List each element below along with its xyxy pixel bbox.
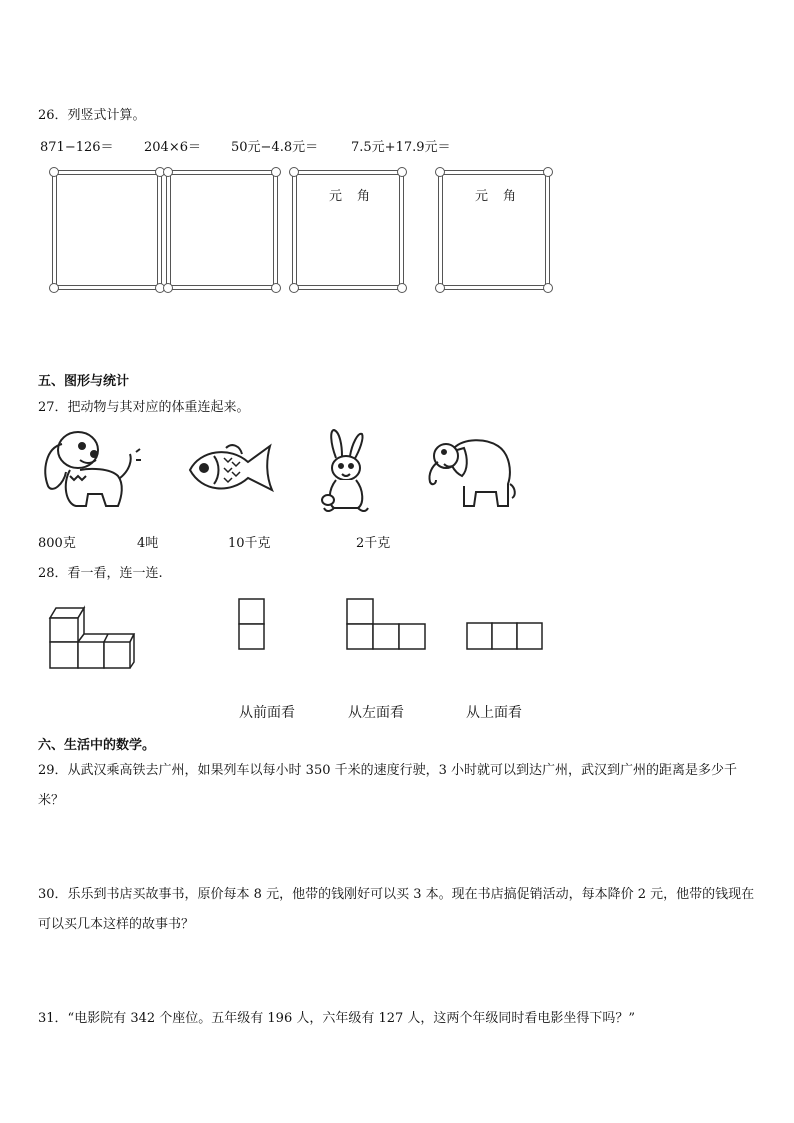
question-31-text: 31．“电影院有 342 个座位。五年级有 196 人，六年级有 127 人，这两个年级同时看电影坐得下吗？” bbox=[38, 1011, 636, 1026]
view-label-top[interactable]: 从上面看 bbox=[466, 705, 522, 721]
rabbit-icon bbox=[322, 430, 368, 511]
weight-label-1[interactable]: 800克 bbox=[38, 536, 76, 551]
section-5-title: 五、图形与统计 bbox=[38, 374, 130, 389]
dog-icon bbox=[45, 432, 141, 506]
question-29-text: 29．从武汉乘高铁去广州，如果列车以每小时 350 千米的速度行驶，3 小时就可以到达广州，武汉到广州的距离是多少千米？ bbox=[38, 763, 738, 808]
section-6-title: 六、生活中的数学。 bbox=[38, 738, 156, 753]
answer-box-1[interactable] bbox=[52, 170, 162, 290]
question-30-text: 30．乐乐到书店买故事书，原价每本 8 元，他带的钱刚好可以买 3 本。现在书店搞促销活动，每本降价 2 元，他带的钱现在可以买几本这样的故事书？ bbox=[38, 887, 755, 932]
cube-stack-icon bbox=[50, 608, 134, 668]
answer-box-2[interactable] bbox=[166, 170, 278, 290]
elephant-icon bbox=[429, 440, 514, 506]
unit-jiao: 角 bbox=[503, 189, 517, 204]
answer-box-4[interactable] bbox=[438, 170, 550, 290]
cube-stack-illustration bbox=[46, 604, 138, 672]
fish-icon bbox=[190, 445, 272, 490]
expression-2: 204×6＝ bbox=[144, 140, 201, 155]
view-shape-b[interactable] bbox=[346, 598, 428, 652]
question-28-title: 28．看一看，连一连. bbox=[38, 566, 163, 581]
question-27-title: 27．把动物与其对应的体重连起来。 bbox=[38, 400, 250, 415]
view-shape-c[interactable] bbox=[466, 622, 546, 652]
unit-yuan: 元 bbox=[329, 189, 343, 204]
unit-yuan: 元 bbox=[475, 189, 489, 204]
rabbit-illustration[interactable] bbox=[318, 428, 374, 514]
dog-illustration[interactable] bbox=[40, 424, 144, 514]
answer-box-3[interactable] bbox=[292, 170, 404, 290]
weight-label-2[interactable]: 4吨 bbox=[137, 536, 159, 551]
weight-label-4[interactable]: 2千克 bbox=[356, 536, 391, 551]
view-shape-a[interactable] bbox=[238, 598, 266, 652]
expression-4: 7.5元+17.9元＝ bbox=[351, 140, 451, 155]
view-label-front[interactable]: 从前面看 bbox=[239, 705, 295, 721]
expression-1: 871−126＝ bbox=[40, 140, 114, 155]
question-26-title: 26．列竖式计算。 bbox=[38, 108, 146, 123]
unit-jiao: 角 bbox=[357, 189, 371, 204]
elephant-illustration[interactable] bbox=[424, 428, 518, 512]
view-label-left[interactable]: 从左面看 bbox=[348, 705, 404, 721]
weight-label-3[interactable]: 10千克 bbox=[228, 536, 271, 551]
expression-3: 50元−4.8元＝ bbox=[231, 140, 319, 155]
fish-illustration[interactable] bbox=[186, 440, 280, 498]
